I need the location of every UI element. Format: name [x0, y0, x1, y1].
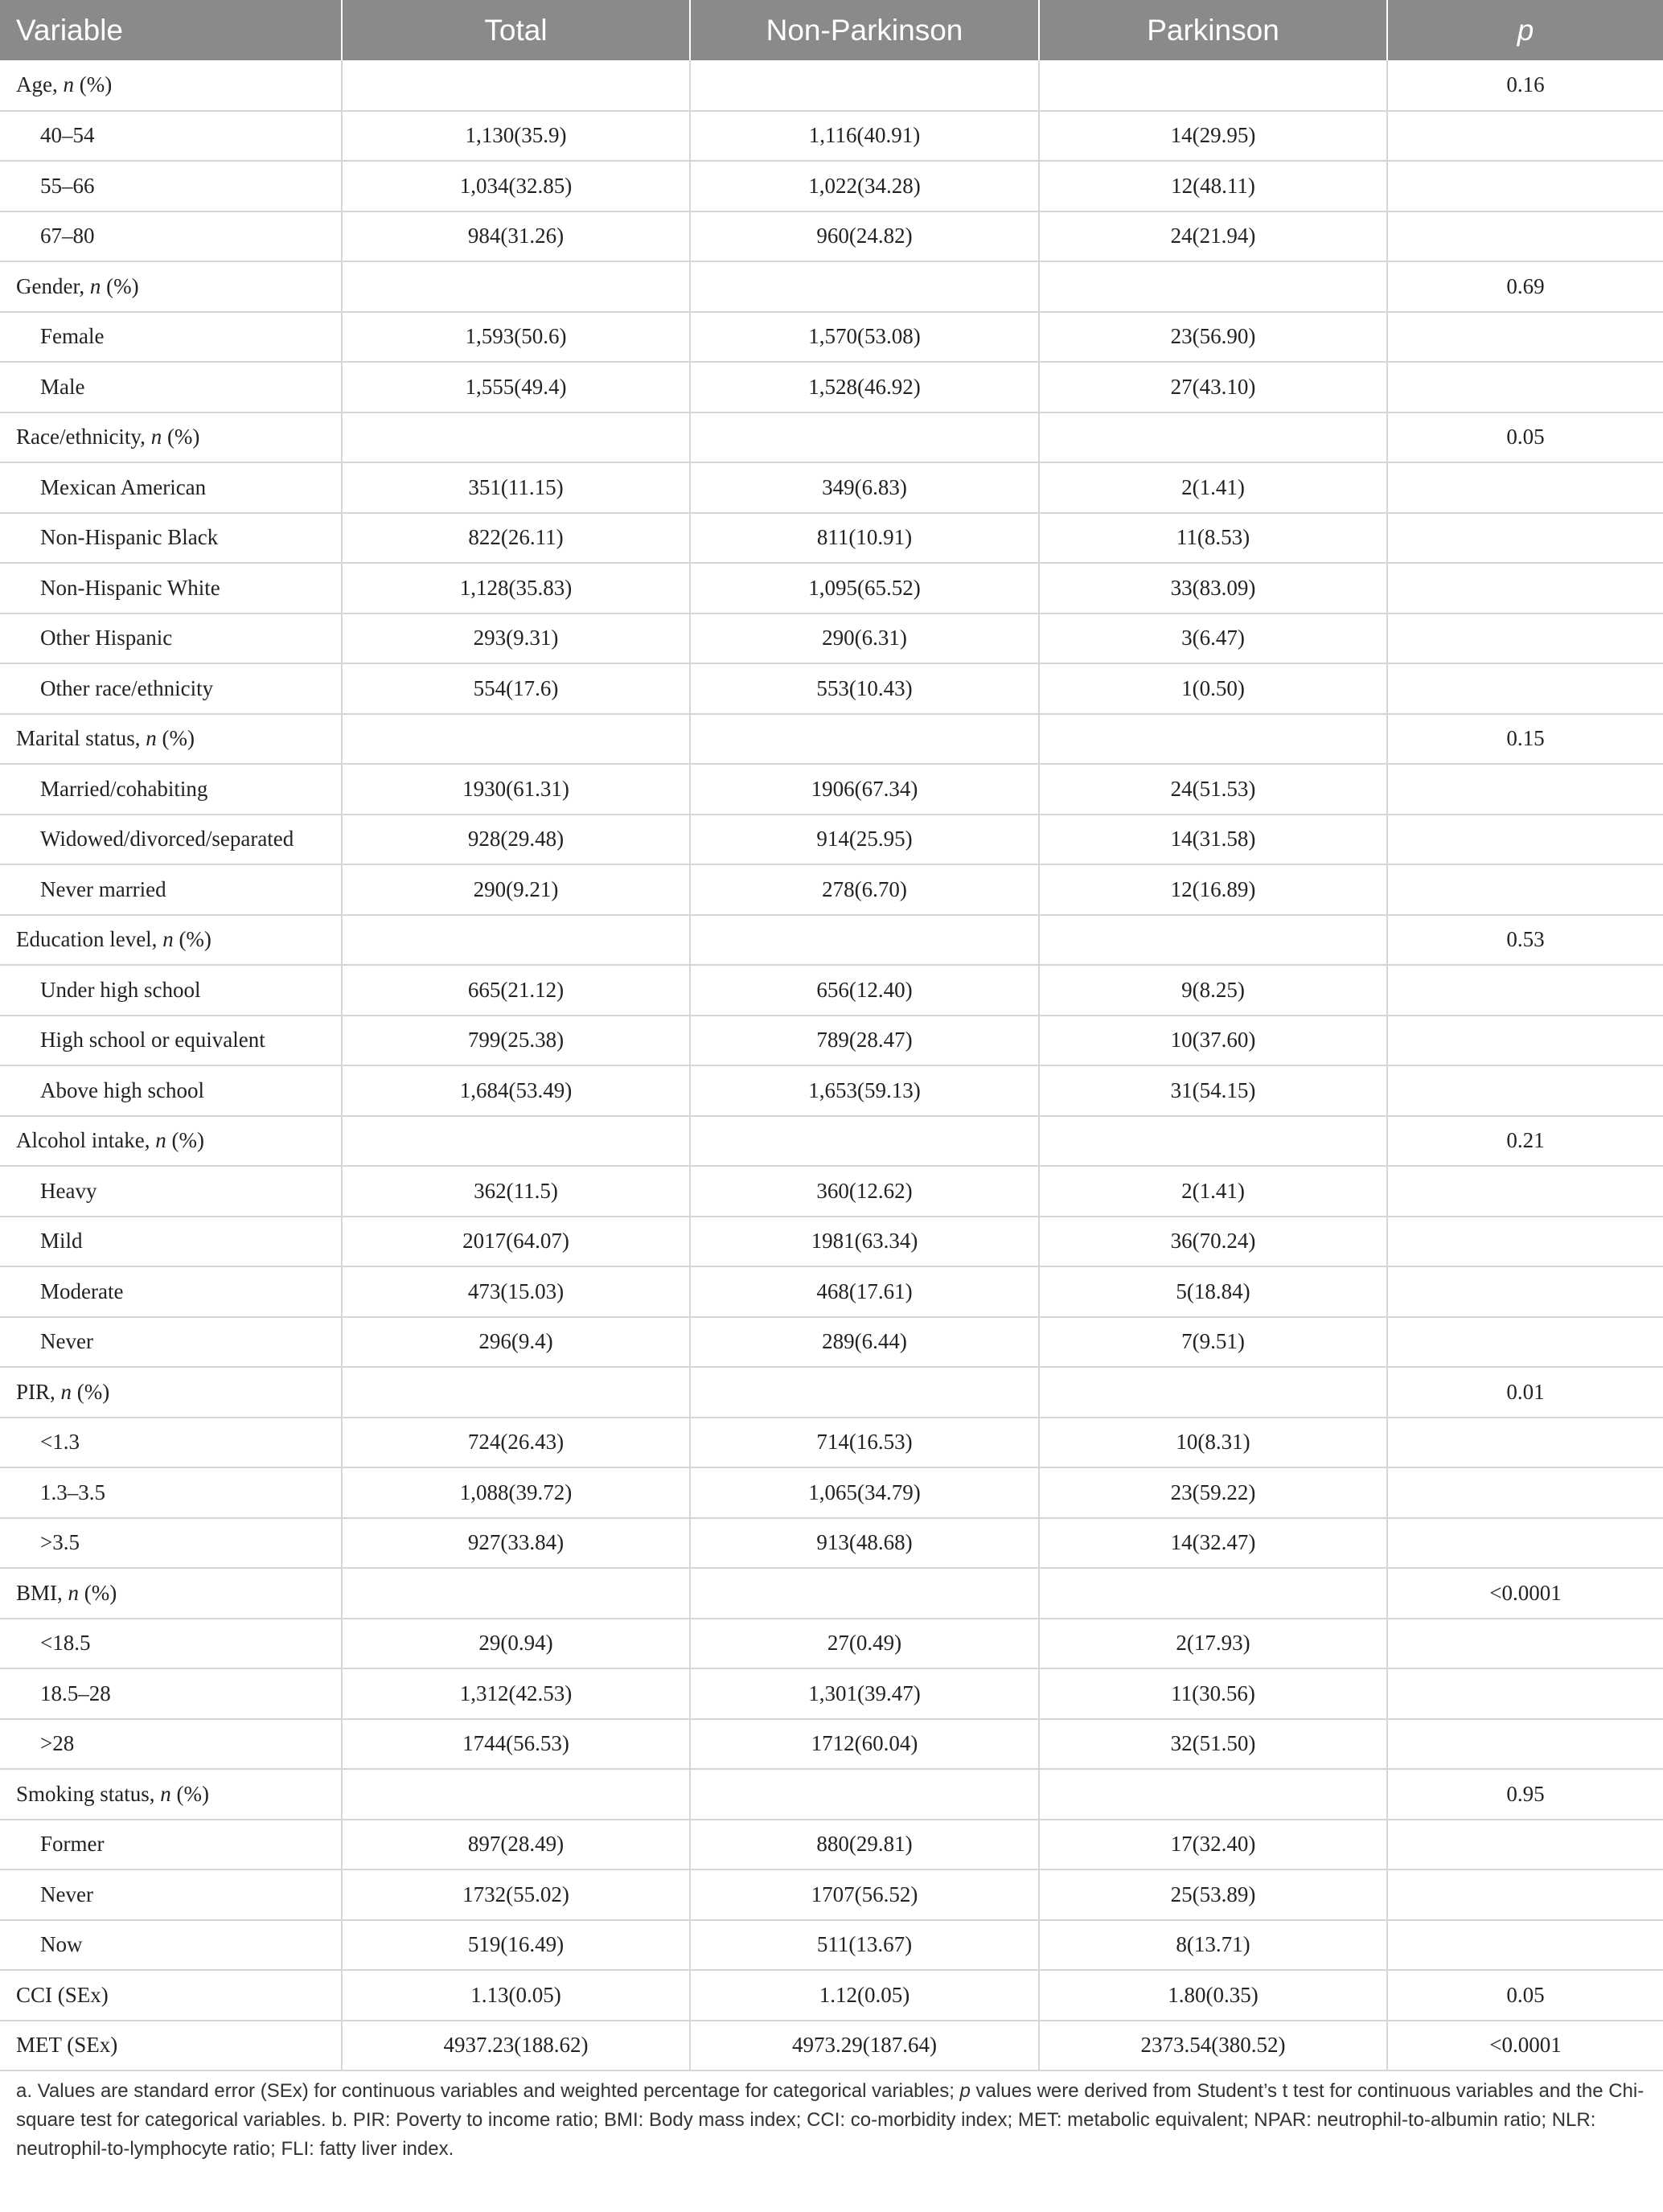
- cell-p-value: 0.21: [1387, 1116, 1663, 1167]
- cell-total: 1,034(32.85): [342, 161, 690, 211]
- group-unit: n: [155, 1128, 166, 1153]
- cell-parkinson: 1(0.50): [1039, 663, 1387, 714]
- cell-parkinson: 23(59.22): [1039, 1467, 1387, 1518]
- cell-p-value: [1387, 1820, 1663, 1870]
- cell-total: 351(11.15): [342, 462, 690, 513]
- cell-variable: Above high school: [0, 1065, 342, 1116]
- cell-total: [342, 1769, 690, 1820]
- cell-p-value: [1387, 1016, 1663, 1066]
- table-footnote: [16, 2077, 1649, 2164]
- cell-total: 1732(55.02): [342, 1869, 690, 1920]
- cell-total: 665(21.12): [342, 965, 690, 1016]
- cell-variable: Never: [0, 1317, 342, 1368]
- cell-parkinson: 7(9.51): [1039, 1317, 1387, 1368]
- table-row: [0, 513, 1663, 564]
- cell-non-parkinson: 1.12(0.05): [690, 1970, 1039, 2021]
- cell-p-value: [1387, 1065, 1663, 1116]
- cell-parkinson: 36(70.24): [1039, 1217, 1387, 1267]
- cell-total: 927(33.84): [342, 1518, 690, 1569]
- group-suffix: (%): [72, 1379, 110, 1404]
- cell-p-value: 0.95: [1387, 1769, 1663, 1820]
- cell-non-parkinson: 468(17.61): [690, 1266, 1039, 1317]
- cell-non-parkinson: 290(6.31): [690, 614, 1039, 664]
- cell-parkinson: 14(32.47): [1039, 1518, 1387, 1569]
- cell-variable: >28: [0, 1719, 342, 1770]
- table-row: [0, 1317, 1663, 1368]
- cell-variable: Moderate: [0, 1266, 342, 1317]
- group-suffix: (%): [73, 72, 113, 97]
- cell-parkinson: 12(48.11): [1039, 161, 1387, 211]
- cell-parkinson: 8(13.71): [1039, 1920, 1387, 1971]
- table-row: [0, 764, 1663, 815]
- cell-p-value: [1387, 815, 1663, 865]
- group-suffix: (%): [170, 1781, 210, 1806]
- group-label: Education level,: [16, 927, 163, 952]
- table-row: [0, 312, 1663, 363]
- cell-variable: CCI (SEx): [0, 1970, 342, 2021]
- cell-p-value: [1387, 1869, 1663, 1920]
- table-row: [0, 663, 1663, 714]
- cell-parkinson: [1039, 1769, 1387, 1820]
- cell-p-value: 0.05: [1387, 1970, 1663, 2021]
- header-parkinson: Parkinson: [1039, 0, 1387, 60]
- cell-p-value: [1387, 1418, 1663, 1468]
- cell-p-value: [1387, 1920, 1663, 1971]
- cell-non-parkinson: 789(28.47): [690, 1016, 1039, 1066]
- cell-non-parkinson: 914(25.95): [690, 815, 1039, 865]
- table-row: [0, 1619, 1663, 1669]
- cell-p-value: 0.05: [1387, 412, 1663, 463]
- table-group-row: [0, 261, 1663, 312]
- cell-p-value: <0.0001: [1387, 2021, 1663, 2071]
- cell-non-parkinson: 714(16.53): [690, 1418, 1039, 1468]
- cell-total: 984(31.26): [342, 211, 690, 262]
- cell-parkinson: 24(21.94): [1039, 211, 1387, 262]
- table-body: [0, 60, 1663, 2070]
- cell-total: [342, 412, 690, 463]
- cell-non-parkinson: 289(6.44): [690, 1317, 1039, 1368]
- cell-variable: 18.5–28: [0, 1668, 342, 1719]
- table-row: [0, 965, 1663, 1016]
- cell-total: 1,312(42.53): [342, 1668, 690, 1719]
- table-row: [0, 1970, 1663, 2021]
- table-group-row: [0, 1367, 1663, 1418]
- cell-p-value: [1387, 1719, 1663, 1770]
- group-label: BMI,: [16, 1580, 68, 1605]
- cell-non-parkinson: 1,301(39.47): [690, 1668, 1039, 1719]
- cell-p-value: [1387, 362, 1663, 412]
- cell-total: 1744(56.53): [342, 1719, 690, 1770]
- cell-parkinson: 10(37.60): [1039, 1016, 1387, 1066]
- cell-variable: Under high school: [0, 965, 342, 1016]
- cell-non-parkinson: 1,528(46.92): [690, 362, 1039, 412]
- group-unit: n: [60, 1379, 72, 1404]
- cell-total: 724(26.43): [342, 1418, 690, 1468]
- cell-parkinson: [1039, 261, 1387, 312]
- cell-variable: Non-Hispanic Black: [0, 513, 342, 564]
- cell-parkinson: 2(1.41): [1039, 1166, 1387, 1217]
- cell-non-parkinson: 360(12.62): [690, 1166, 1039, 1217]
- cell-p-value: [1387, 614, 1663, 664]
- group-suffix: (%): [156, 726, 195, 751]
- cell-parkinson: 12(16.89): [1039, 864, 1387, 915]
- cell-total: 1,555(49.4): [342, 362, 690, 412]
- cell-non-parkinson: 1712(60.04): [690, 1719, 1039, 1770]
- cell-non-parkinson: 27(0.49): [690, 1619, 1039, 1669]
- cell-p-value: [1387, 1467, 1663, 1518]
- table-group-row: [0, 915, 1663, 966]
- table-row: [0, 1668, 1663, 1719]
- cell-p-value: [1387, 211, 1663, 262]
- cell-parkinson: 11(30.56): [1039, 1668, 1387, 1719]
- table-row: [0, 362, 1663, 412]
- table-row: [0, 563, 1663, 614]
- cell-p-value: [1387, 513, 1663, 564]
- table-row: [0, 815, 1663, 865]
- cell-parkinson: [1039, 60, 1387, 111]
- cell-p-value: [1387, 1619, 1663, 1669]
- table-row: [0, 161, 1663, 211]
- header-row: [0, 0, 1663, 60]
- cell-variable: [0, 261, 342, 312]
- table-group-row: [0, 1568, 1663, 1619]
- group-unit: n: [68, 1580, 80, 1605]
- cell-non-parkinson: [690, 1769, 1039, 1820]
- group-label: Race/ethnicity,: [16, 425, 151, 449]
- cell-variable: >3.5: [0, 1518, 342, 1569]
- cell-total: 1,593(50.6): [342, 312, 690, 363]
- footnote-part-2: values were derived from Student’s t test for continuous variables and the Chi-square test for categorical variables. b. PIR: Poverty to income ratio; BMI: Body mass index; CCI: co-morbidity index; MET: metabolic equivalent; NPAR: neutrophil-to-albumin ratio; NLR: neutrophil-to-lymphocyte ratio; FLI: fatty liver index.: [16, 2080, 1645, 2160]
- table-row: [0, 1467, 1663, 1518]
- cell-parkinson: 27(43.10): [1039, 362, 1387, 412]
- cell-p-value: [1387, 663, 1663, 714]
- cell-variable: [0, 1116, 342, 1167]
- cell-variable: [0, 915, 342, 966]
- cell-variable: Mild: [0, 1217, 342, 1267]
- cell-parkinson: 25(53.89): [1039, 1869, 1387, 1920]
- cell-p-value: [1387, 1266, 1663, 1317]
- cell-variable: [0, 714, 342, 765]
- group-label: Age,: [16, 72, 64, 97]
- cell-non-parkinson: [690, 1116, 1039, 1167]
- cell-p-value: 0.69: [1387, 261, 1663, 312]
- cell-p-value: [1387, 965, 1663, 1016]
- group-suffix: (%): [101, 273, 139, 298]
- cell-non-parkinson: [690, 714, 1039, 765]
- table-row: [0, 1266, 1663, 1317]
- cell-variable: [0, 412, 342, 463]
- cell-non-parkinson: 511(13.67): [690, 1920, 1039, 1971]
- cell-parkinson: 3(6.47): [1039, 614, 1387, 664]
- cell-p-value: [1387, 1518, 1663, 1569]
- cell-non-parkinson: 1,116(40.91): [690, 111, 1039, 162]
- group-unit: n: [89, 273, 101, 298]
- cell-variable: 55–66: [0, 161, 342, 211]
- cell-non-parkinson: 880(29.81): [690, 1820, 1039, 1870]
- cell-variable: High school or equivalent: [0, 1016, 342, 1066]
- table-row: [0, 1920, 1663, 1971]
- group-label: Smoking status,: [16, 1781, 161, 1806]
- cell-parkinson: 9(8.25): [1039, 965, 1387, 1016]
- cell-total: 554(17.6): [342, 663, 690, 714]
- group-suffix: (%): [173, 927, 211, 952]
- cell-parkinson: 14(29.95): [1039, 111, 1387, 162]
- cell-p-value: 0.01: [1387, 1367, 1663, 1418]
- cell-total: 519(16.49): [342, 1920, 690, 1971]
- group-unit: n: [63, 72, 74, 97]
- table-row: [0, 614, 1663, 664]
- cell-total: 296(9.4): [342, 1317, 690, 1368]
- header-total: Total: [342, 0, 690, 60]
- table-row: [0, 1418, 1663, 1468]
- cell-variable: <18.5: [0, 1619, 342, 1669]
- footnote-part-1: a. Values are standard error (SEx) for continuous variables and weighted percentage for categorical variables;: [16, 2080, 960, 2102]
- cell-parkinson: 31(54.15): [1039, 1065, 1387, 1116]
- table-row: [0, 1065, 1663, 1116]
- cell-non-parkinson: [690, 412, 1039, 463]
- cell-total: 290(9.21): [342, 864, 690, 915]
- cell-variable: Former: [0, 1820, 342, 1870]
- cell-parkinson: [1039, 915, 1387, 966]
- cell-non-parkinson: 4973.29(187.64): [690, 2021, 1039, 2071]
- cell-parkinson: 24(51.53): [1039, 764, 1387, 815]
- table-row: [0, 1016, 1663, 1066]
- table-row: [0, 111, 1663, 162]
- cell-variable: Non-Hispanic White: [0, 563, 342, 614]
- cell-non-parkinson: 811(10.91): [690, 513, 1039, 564]
- cell-parkinson: 33(83.09): [1039, 563, 1387, 614]
- cell-p-value: [1387, 161, 1663, 211]
- cell-variable: Other Hispanic: [0, 614, 342, 664]
- cell-total: 473(15.03): [342, 1266, 690, 1317]
- cell-non-parkinson: 1,022(34.28): [690, 161, 1039, 211]
- cell-p-value: [1387, 1166, 1663, 1217]
- group-label: Gender,: [16, 273, 90, 298]
- cell-non-parkinson: 913(48.68): [690, 1518, 1039, 1569]
- cell-variable: Other race/ethnicity: [0, 663, 342, 714]
- group-label: PIR,: [16, 1379, 61, 1404]
- group-unit: n: [162, 927, 174, 952]
- cell-p-value: <0.0001: [1387, 1568, 1663, 1619]
- cell-non-parkinson: 1,065(34.79): [690, 1467, 1039, 1518]
- cell-total: [342, 1367, 690, 1418]
- cell-non-parkinson: 278(6.70): [690, 864, 1039, 915]
- cell-variable: Married/cohabiting: [0, 764, 342, 815]
- table-row: [0, 864, 1663, 915]
- cell-total: 1,130(35.9): [342, 111, 690, 162]
- cell-total: 1.13(0.05): [342, 1970, 690, 2021]
- cell-non-parkinson: [690, 915, 1039, 966]
- cell-non-parkinson: [690, 1367, 1039, 1418]
- cell-variable: Heavy: [0, 1166, 342, 1217]
- cell-p-value: [1387, 1317, 1663, 1368]
- group-suffix: (%): [166, 1128, 204, 1153]
- table-row: [0, 1166, 1663, 1217]
- table-row: [0, 462, 1663, 513]
- cell-p-value: 0.53: [1387, 915, 1663, 966]
- cell-variable: Now: [0, 1920, 342, 1971]
- cell-parkinson: 11(8.53): [1039, 513, 1387, 564]
- cell-variable: Never married: [0, 864, 342, 915]
- cell-p-value: [1387, 764, 1663, 815]
- cell-parkinson: [1039, 1116, 1387, 1167]
- cell-p-value: [1387, 864, 1663, 915]
- cell-p-value: [1387, 563, 1663, 614]
- cell-variable: <1.3: [0, 1418, 342, 1468]
- cell-total: 362(11.5): [342, 1166, 690, 1217]
- group-label: Alcohol intake,: [16, 1128, 156, 1153]
- cell-variable: MET (SEx): [0, 2021, 342, 2071]
- cell-total: 1,128(35.83): [342, 563, 690, 614]
- table-row: [0, 2021, 1663, 2071]
- cell-parkinson: 5(18.84): [1039, 1266, 1387, 1317]
- cell-variable: Widowed/divorced/separated: [0, 815, 342, 865]
- header-p-value: p: [1387, 0, 1663, 60]
- cell-total: 4937.23(188.62): [342, 2021, 690, 2071]
- cell-parkinson: 32(51.50): [1039, 1719, 1387, 1770]
- cell-variable: Mexican American: [0, 462, 342, 513]
- cell-non-parkinson: 1,095(65.52): [690, 563, 1039, 614]
- cell-variable: 67–80: [0, 211, 342, 262]
- table-row: [0, 1869, 1663, 1920]
- cell-variable: 1.3–3.5: [0, 1467, 342, 1518]
- cell-non-parkinson: 553(10.43): [690, 663, 1039, 714]
- cell-p-value: 0.15: [1387, 714, 1663, 765]
- cell-variable: Male: [0, 362, 342, 412]
- cell-total: 29(0.94): [342, 1619, 690, 1669]
- group-label: Marital status,: [16, 726, 146, 751]
- table-row: [0, 211, 1663, 262]
- table-header: [0, 0, 1663, 60]
- cell-non-parkinson: [690, 261, 1039, 312]
- cell-total: 293(9.31): [342, 614, 690, 664]
- header-non-parkinson: Non-Parkinson: [690, 0, 1039, 60]
- cell-non-parkinson: 1,653(59.13): [690, 1065, 1039, 1116]
- footnote-p-italic: p: [959, 2080, 971, 2102]
- cell-p-value: [1387, 1217, 1663, 1267]
- cell-parkinson: 2(17.93): [1039, 1619, 1387, 1669]
- table-row: [0, 1820, 1663, 1870]
- cell-parkinson: 14(31.58): [1039, 815, 1387, 865]
- cell-variable: Female: [0, 312, 342, 363]
- cell-parkinson: [1039, 1367, 1387, 1418]
- cell-non-parkinson: 656(12.40): [690, 965, 1039, 1016]
- cell-non-parkinson: 1906(67.34): [690, 764, 1039, 815]
- cell-total: 897(28.49): [342, 1820, 690, 1870]
- cell-total: 1930(61.31): [342, 764, 690, 815]
- cell-total: 928(29.48): [342, 815, 690, 865]
- cell-total: [342, 60, 690, 111]
- group-suffix: (%): [79, 1580, 117, 1605]
- group-unit: n: [160, 1781, 171, 1806]
- cell-total: 2017(64.07): [342, 1217, 690, 1267]
- cell-parkinson: [1039, 412, 1387, 463]
- table-row: [0, 1217, 1663, 1267]
- cell-non-parkinson: [690, 1568, 1039, 1619]
- header-variable: Variable: [0, 0, 342, 60]
- cell-non-parkinson: 1981(63.34): [690, 1217, 1039, 1267]
- cell-non-parkinson: 349(6.83): [690, 462, 1039, 513]
- cell-variable: 40–54: [0, 111, 342, 162]
- cell-parkinson: 2373.54(380.52): [1039, 2021, 1387, 2071]
- table-row: [0, 1518, 1663, 1569]
- cell-non-parkinson: 1707(56.52): [690, 1869, 1039, 1920]
- table-row: [0, 1719, 1663, 1770]
- cell-total: [342, 915, 690, 966]
- cell-non-parkinson: 960(24.82): [690, 211, 1039, 262]
- cell-total: [342, 261, 690, 312]
- table-group-row: [0, 412, 1663, 463]
- table-group-row: [0, 1116, 1663, 1167]
- cell-variable: [0, 60, 342, 111]
- cell-parkinson: 2(1.41): [1039, 462, 1387, 513]
- cell-variable: [0, 1769, 342, 1820]
- cell-non-parkinson: [690, 60, 1039, 111]
- cell-p-value: 0.16: [1387, 60, 1663, 111]
- cell-parkinson: 23(56.90): [1039, 312, 1387, 363]
- cell-total: 1,684(53.49): [342, 1065, 690, 1116]
- group-unit: n: [150, 425, 162, 449]
- table-group-row: [0, 60, 1663, 111]
- cell-total: 822(26.11): [342, 513, 690, 564]
- cell-parkinson: 10(8.31): [1039, 1418, 1387, 1468]
- cell-parkinson: 1.80(0.35): [1039, 1970, 1387, 2021]
- cell-parkinson: 17(32.40): [1039, 1820, 1387, 1870]
- cell-total: [342, 714, 690, 765]
- cell-total: 1,088(39.72): [342, 1467, 690, 1518]
- cell-variable: [0, 1367, 342, 1418]
- table-group-row: [0, 1769, 1663, 1820]
- cell-non-parkinson: 1,570(53.08): [690, 312, 1039, 363]
- cell-variable: [0, 1568, 342, 1619]
- cell-parkinson: [1039, 714, 1387, 765]
- cell-p-value: [1387, 1668, 1663, 1719]
- cell-total: 799(25.38): [342, 1016, 690, 1066]
- cell-p-value: [1387, 312, 1663, 363]
- table-group-row: [0, 714, 1663, 765]
- cell-parkinson: [1039, 1568, 1387, 1619]
- group-unit: n: [146, 726, 157, 751]
- cell-p-value: [1387, 462, 1663, 513]
- cell-total: [342, 1116, 690, 1167]
- group-suffix: (%): [162, 425, 200, 449]
- cell-p-value: [1387, 111, 1663, 162]
- cell-total: [342, 1568, 690, 1619]
- cell-variable: Never: [0, 1869, 342, 1920]
